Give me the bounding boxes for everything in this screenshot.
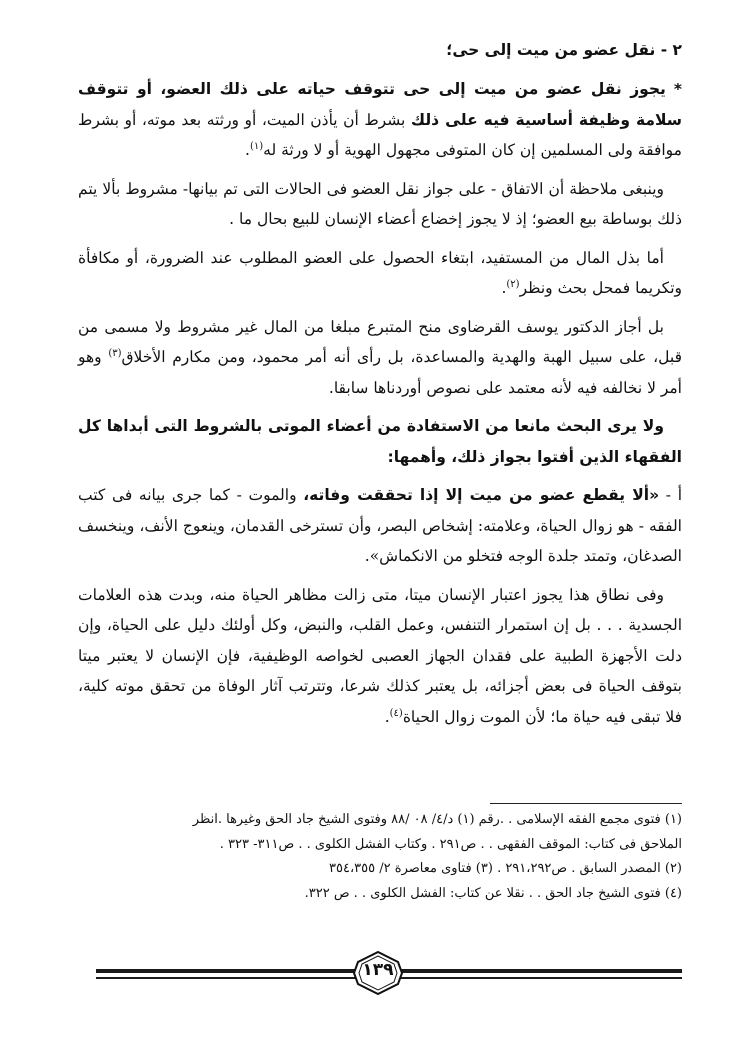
paragraph-7-end: . (384, 707, 390, 726)
footnote-line: (٤) فتوى الشيخ جاد الحق . . نقلا عن كتاب: الفشل الكلوى . . ص ٣٢٢. (304, 885, 682, 901)
paragraph-2: وينبغى ملاحظة أن الاتفاق - على جواز نقل العضو فى الحالات التى تم بيانها- مشروط بألا يتم ذلك بوساطة بيع العضو؛ إذ لا يجوز إخضاع أعضاء الإنسان للبيع بحال ما . (78, 179, 682, 228)
paragraph-1 (78, 74, 682, 166)
section-heading: ٢ - نقل عضو من ميت إلى حى؛ (446, 41, 682, 59)
paragraph-6 (78, 480, 682, 572)
paragraph-7 (78, 580, 682, 733)
paragraph-1-text: بشرط أن يأذن الميت، أو ورثته بعد موته، أو بشرط موافقة ولى المسلمين إن كان المتوفى مجهول الهوية أو لا ورثة له (78, 110, 682, 159)
paragraph-3-end: . (501, 279, 507, 297)
paragraph-7-text: وفى نطاق هذا يجوز اعتبار الإنسان ميتا، متى زالت مظاهر الحياة منه، وبدت هذه العلامات الجسدية . . . بل إن استمرار التنفس، وعمل القلب، والنبض، وكل أولئك دليل على الحياة، وإن دلت الأجهزة الطبية على فقدان الجهاز العصبى لخواصه الوظيفية، فإن الإنسان لا يعتبر ميتا بتوقف الحياة فى بعض أجزائه، بل يعتبر كذلك شرعا، وتترتب آثار الوفاة من تحقق موته كلية، فلا تبقى فيه حياة ما؛ لأن الموت زوال الحياة (78, 585, 682, 726)
footnote-line: (١) فتوى مجمع الفقه الإسلامى . .رقم (١) د/٤/ ٠٨ /٨٨ وفتوى الشيخ جاد الحق وغيرها .انظر (192, 812, 682, 827)
footnotes (78, 808, 682, 906)
paragraph-4-text: بل أجاز الدكتور يوسف القرضاوى منح المتبرع مبلغا من المال غير مشروط ولا مسمى من قبل، على سبيل الهبة والهدية والمساعدة، بل رأى أنه أمر محمود، ومن مكارم الأخلاق (78, 317, 682, 366)
footnote-ref-4[interactable]: (٤) (389, 707, 403, 719)
footnote-ref-2[interactable]: (٢) (506, 278, 520, 290)
footnote-line: (٢) المصدر السابق . ص٢٩١،٢٩٢ . (٣) فتاوى معاصرة ٢/ ٣٥٤،٣٥٥ (329, 861, 682, 876)
paragraph-4 (78, 312, 682, 404)
page-body (78, 36, 682, 740)
footnote-ref-3[interactable]: (٣) (108, 347, 122, 359)
paragraph-1-bold: يجوز نقل عضو من ميت إلى حى تتوقف حياته على ذلك العضو، أو تتوقف سلامة وظيفة أساسية فيه على ذلك (78, 80, 682, 129)
footnote-line: الملاحق فى كتاب: الموقف الفقهى . . ص٢٩١ . وكتاب الفشل الكلوى . . ص٣١١- ٣٢٣ . (219, 836, 682, 852)
page-number: ١٣٩ (362, 960, 394, 980)
paragraph-6-text: والموت - كما جرى بيانه فى كتب الفقه - هو زوال الحياة، وعلامته: إشخاص البصر، وأن تسترخى القدمان، وينعوج الأنف، وينخسف الصدغان، وتمتد جلدة الوجه فتخلو من الانكماش». (78, 486, 682, 565)
list-marker: أ - (659, 486, 683, 504)
footnote-separator (490, 803, 682, 804)
paragraph-4-text-2: وهو أمر لا نخالفه فيه لأنه معتمد على نصوص أوردناها سابقا. (78, 348, 682, 397)
footnote-ref-1[interactable]: (١) (249, 140, 264, 152)
paragraph-1-end: . (245, 141, 250, 159)
paragraph-3-text: أما بذل المال من المستفيد، ابتغاء الحصول على العضو المطلوب عند الضرورة، أو مكافأة وتكريما فمحل بحث ونظر (78, 248, 682, 297)
paragraph-6-bold: «ألا يقطع عضو من ميت إلا إذا تحققت وفاته، (303, 486, 660, 504)
paragraph-3 (78, 243, 682, 304)
paragraph-5: ولا يرى البحث مانعا من الاستفادة من أعضاء الموتى بالشروط التى أبداها كل الفقهاء الذين أفتوا بجواز ذلك، وأهمها: (78, 417, 682, 466)
bullet-mark: * (673, 80, 682, 98)
